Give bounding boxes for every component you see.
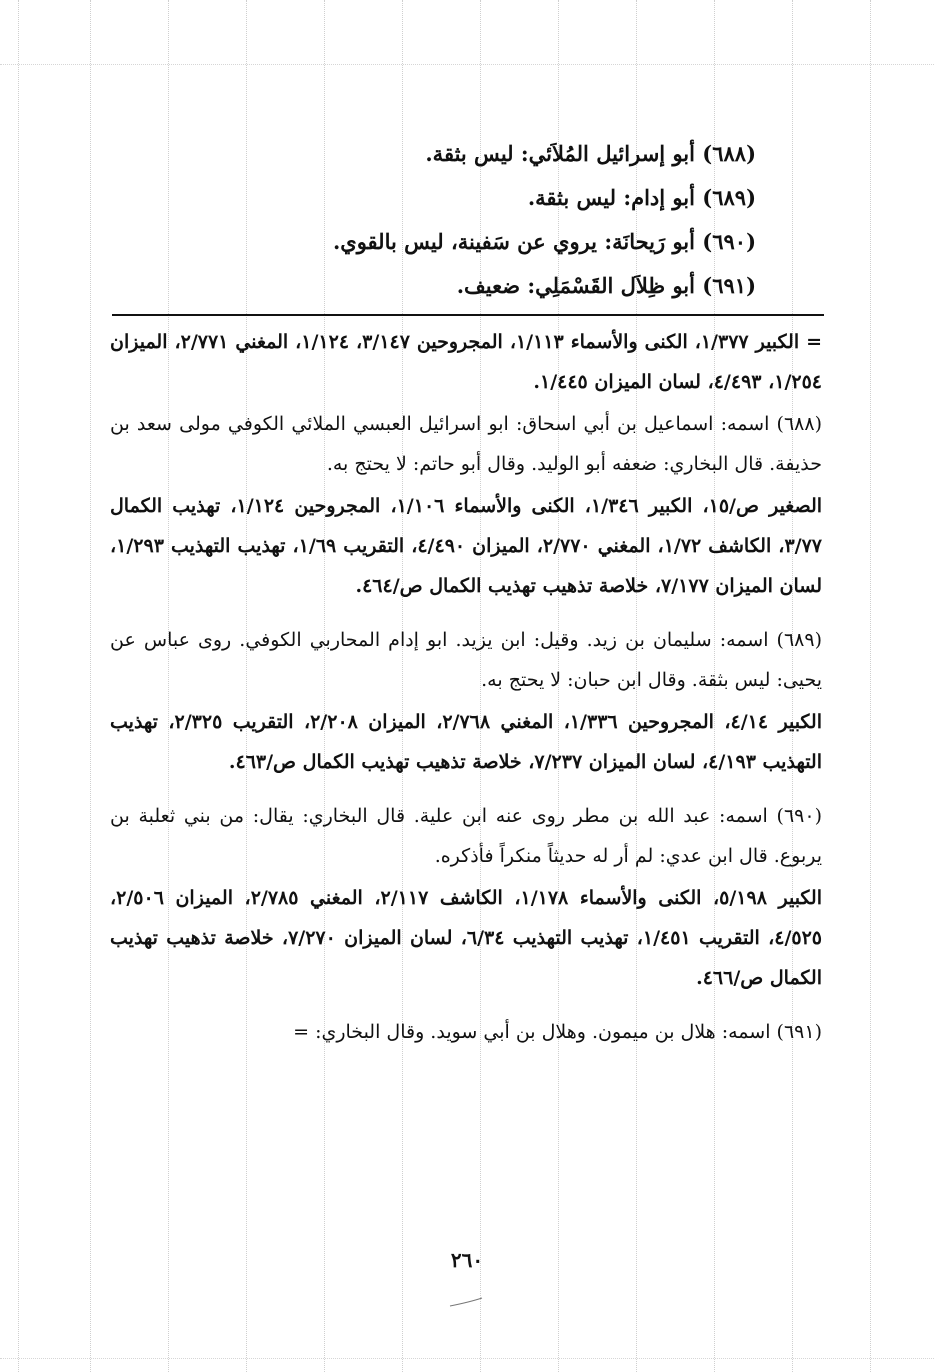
- entry-690: (٦٩٠) أبو رَيحانَة: يروي عن سَفينة، ليس بالقوي.: [332, 229, 756, 254]
- footnote-bio-688: (٦٨٨) اسمه: اسماعيل بن أبي اسحاق: ابو اسرائيل العبسي الملائي الكوفي مولى سعد بن حذيفة. قال البخاري: ضعفه أبو الوليد. وقال أبو حاتم: لا يحتج به.: [110, 413, 822, 475]
- footnote-refs-690: الكبير ٥/١٩٨، الكنى والأسماء ١/١٧٨، الكاشف ٢/١١٧، المغني ٢/٧٨٥، الميزان ٢/٥٠٦، ٤/٥٢٥، التقريب ١/٤٥١، تهذيب التهذيب ٦/٣٤، لسان الميزان ٧/٢٧٠، خلاصة تذهيب تهذيب الكمال ص/٤٦٦.: [110, 887, 823, 989]
- scan-grid-line: [18, 0, 19, 1372]
- footnote-bio-691: (٦٩١) اسمه: هلال بن ميمون. وهلال بن أبي سويد. وقال البخاري: =: [293, 1021, 822, 1043]
- scan-grid-line: [870, 0, 871, 1372]
- main-entries: [156, 132, 756, 308]
- footnote-bio-689: (٦٨٩) اسمه: سليمان بن زيد. وقيل: ابن يزيد. ابو إدام المحاربي الكوفي. روى عباس عن يحيى: ليس بثقة. وقال ابن حبان: لا يحتج به.: [110, 629, 822, 691]
- scan-grid-line: [0, 1358, 934, 1359]
- scan-grid-line: [0, 64, 934, 65]
- pen-stroke-mark: [448, 1296, 484, 1308]
- footnote-divider: [112, 314, 824, 316]
- page-number: ٢٦٠: [450, 1248, 484, 1272]
- entry-688: (٦٨٨) أبو إسرائيل المُلاَئي: ليس بثقة.: [425, 141, 756, 166]
- entry-691: (٦٩١) أبو ظِلاَل القَسْمَلِي: ضعيف.: [456, 273, 756, 298]
- footnote-bio-690: (٦٩٠) اسمه: عبد الله بن مطر روى عنه ابن علية. قال البخاري: يقال: من بني ثعلبة بن يربوع. قال ابن عدي: لم أر له حديثاً منكراً فأذكره.: [110, 805, 822, 867]
- footnote-refs-689: الكبير ٤/١٤، المجروحين ١/٣٣٦، المغني ٢/٧٦٨، الميزان ٢/٢٠٨، التقريب ٢/٣٢٥، تهذيب التهذيب ٤/١٩٣، لسان الميزان ٧/٢٣٧، خلاصة تذهيب تهذيب الكمال ص/٤٦٣.: [110, 711, 822, 773]
- footnotes: [110, 322, 822, 1052]
- entry-689: (٦٨٩) أبو إدام: ليس بثقة.: [527, 185, 756, 210]
- footnote-refs-continued: = الكبير ١/٣٧٧، الكنى والأسماء ١/١١٣، المجروحين ٣/١٤٧، ١/١٢٤، المغني ٢/٧٧١، الميزان ١/٢٥٤، ٤/٤٩٣، لسان الميزان ١/٤٤٥.: [110, 331, 823, 393]
- footnote-refs-688: الصغير ص/١٥، الكبير ١/٣٤٦، الكنى والأسماء ١/١٠٦، المجروحين ١/١٢٤، تهذيب الكمال ٣/٧٧، الكاشف ١/٧٢، المغني ٢/٧٧٠، الميزان ٤/٤٩٠، التقريب ١/٦٩، تهذيب التهذيب ١/٢٩٣، لسان الميزان ٧/١٧٧، خلاصة تذهيب تهذيب الكمال ص/٤٦٤.: [110, 495, 823, 597]
- scan-grid-line: [90, 0, 91, 1372]
